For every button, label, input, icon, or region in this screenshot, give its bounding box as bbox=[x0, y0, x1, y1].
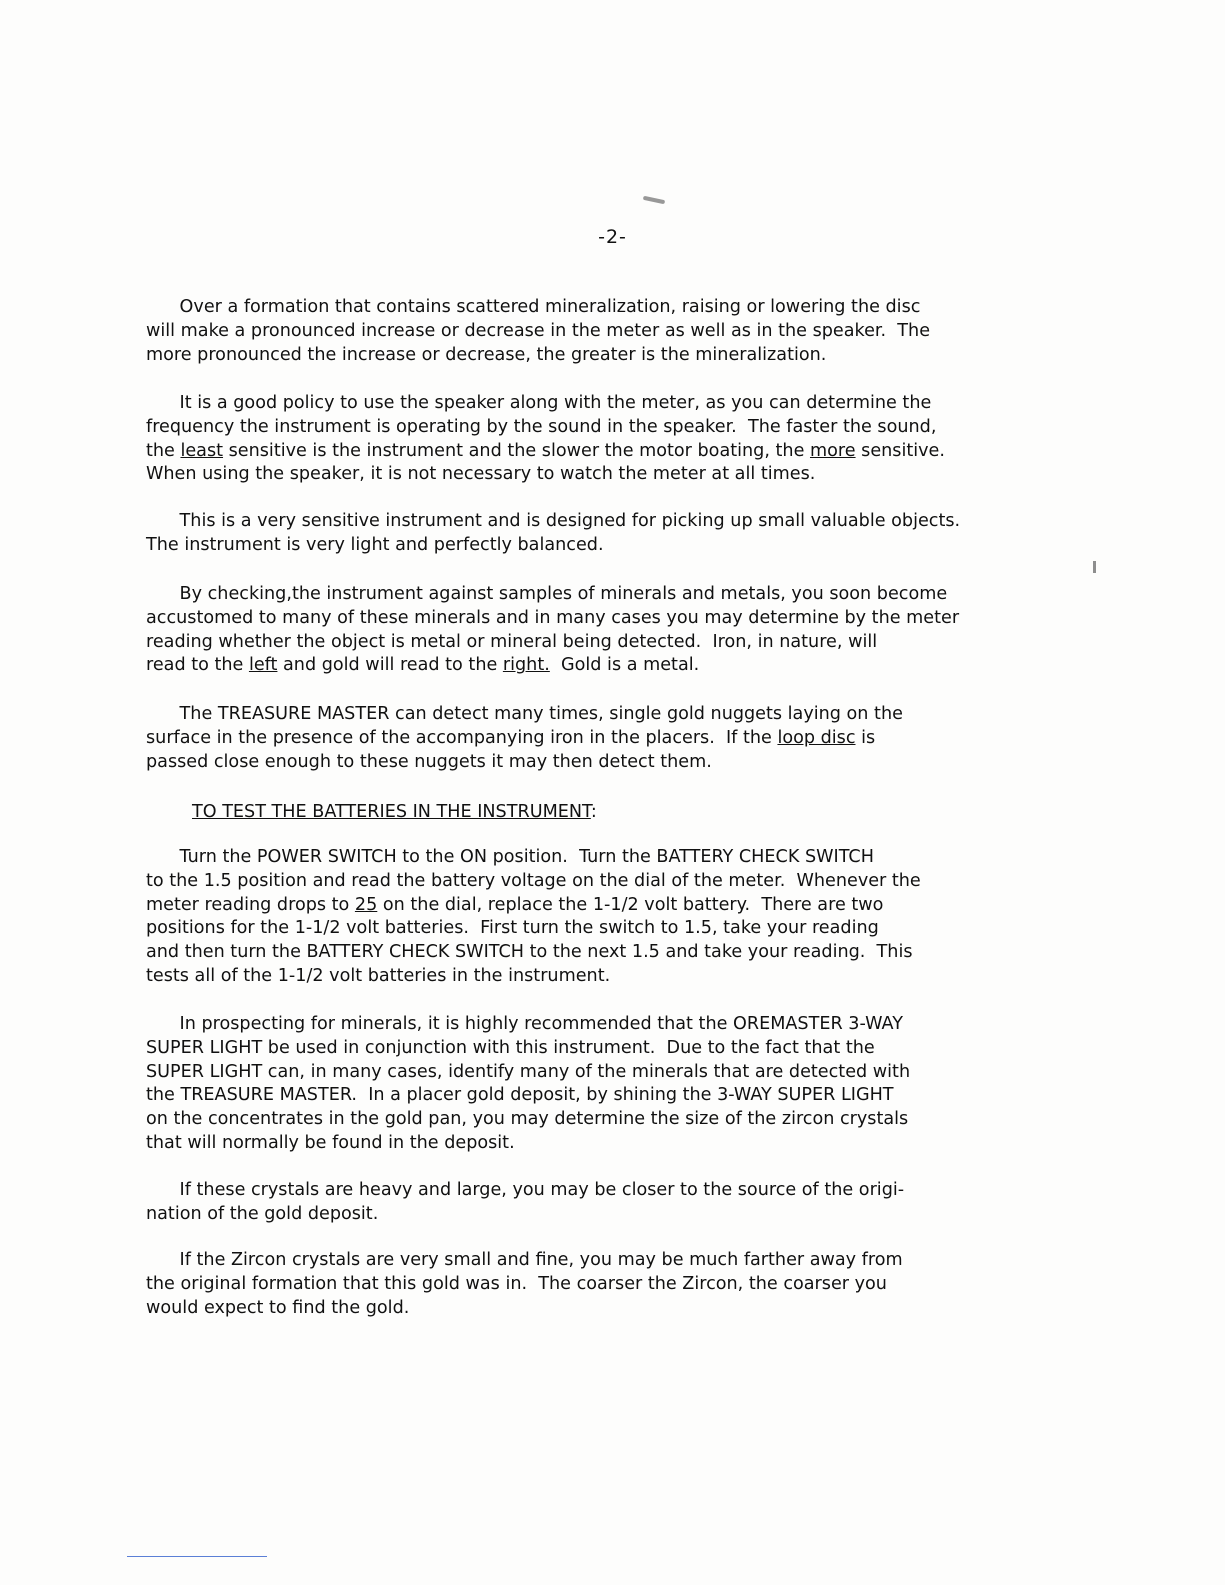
heading-colon: : bbox=[590, 802, 597, 822]
text-line: SUPER LIGHT be used in conjunction with this instrument. Due to the fact that the bbox=[146, 1037, 875, 1058]
text-line: Turn the POWER SWITCH to the ON position. Turn the BATTERY CHECK SWITCH bbox=[146, 847, 874, 867]
text-line: will make a pronounced increase or decrease in the meter as well as in the speaker. The bbox=[146, 320, 931, 341]
text-line: If the Zircon crystals are very small and fine, you may be much farther away from bbox=[146, 1250, 903, 1270]
text-line: surface in the presence of the accompanying iron in the placers. If the bbox=[146, 727, 778, 748]
text-line: is bbox=[855, 727, 876, 748]
text-line: When using the speaker, it is not necessary to watch the meter at all times. bbox=[146, 464, 816, 485]
text-line: By checking,the instrument against samples of minerals and metals, you soon become bbox=[146, 584, 948, 604]
paragraph-speaker-policy bbox=[146, 392, 1081, 487]
text-line: sensitive is the instrument and the slower the motor boating, the bbox=[223, 440, 810, 461]
paragraph-treasure-master bbox=[146, 703, 1081, 774]
text-line: read to the bbox=[146, 655, 249, 676]
text-line: more pronounced the increase or decrease, the greater is the mineralization. bbox=[146, 344, 827, 365]
text-line: The instrument is very light and perfectly balanced. bbox=[146, 534, 604, 555]
underlined-word: loop disc bbox=[777, 727, 856, 748]
text-line: passed close enough to these nuggets it may then detect them. bbox=[146, 751, 712, 772]
text-line: the bbox=[146, 440, 181, 461]
text-line: and gold will read to the bbox=[277, 655, 503, 676]
text-line: reading whether the object is metal or mineral being detected. Iron, in nature, will bbox=[146, 631, 878, 652]
underlined-word: least bbox=[180, 440, 224, 461]
text-line: nation of the gold deposit. bbox=[146, 1203, 379, 1224]
section-heading bbox=[192, 800, 597, 824]
underlined-word: more bbox=[809, 440, 856, 461]
text-line: tests all of the 1-1/2 volt batteries in the instrument. bbox=[146, 965, 611, 986]
text-line: In prospecting for minerals, it is highly recommended that the OREMASTER 3-WAY bbox=[146, 1014, 903, 1034]
paragraph-heavy-crystals bbox=[146, 1179, 1081, 1227]
text-line: This is a very sensitive instrument and is designed for picking up small valuable objects. bbox=[146, 511, 961, 531]
heading-text: TO TEST THE BATTERIES IN THE INSTRUMENT bbox=[192, 802, 591, 822]
underlined-word: right. bbox=[502, 655, 550, 676]
text-line: on the concentrates in the gold pan, you may determine the size of the zircon crystals bbox=[146, 1109, 909, 1130]
paragraph-mineralization bbox=[146, 296, 1081, 367]
text-line: the original formation that this gold was in. The coarser the Zircon, the coarser you bbox=[146, 1273, 887, 1294]
paragraph-battery-test bbox=[146, 846, 1081, 989]
text-line: positions for the 1-1/2 volt batteries. First turn the switch to 1.5, take your reading bbox=[146, 918, 879, 939]
text-line: accustomed to many of these minerals and in many cases you may determine by the meter bbox=[146, 607, 960, 628]
text-line: that will normally be found in the deposit. bbox=[146, 1132, 515, 1153]
ink-smudge bbox=[643, 196, 665, 204]
paragraph-zircon-crystals bbox=[146, 1249, 1081, 1320]
footer-rule bbox=[127, 1556, 267, 1557]
ink-mark bbox=[1093, 561, 1096, 573]
text-line: It is a good policy to use the speaker along with the meter, as you can determine the bbox=[146, 393, 932, 413]
text-line: on the dial, replace the 1-1/2 volt battery. There are two bbox=[377, 894, 884, 915]
paragraph-sensitive-instrument bbox=[146, 510, 1081, 558]
text-line: sensitive. bbox=[855, 440, 945, 461]
text-line: and then turn the BATTERY CHECK SWITCH to the next 1.5 and take your reading. This bbox=[146, 942, 913, 963]
paragraph-checking-samples bbox=[146, 583, 1081, 678]
page-number: -2- bbox=[598, 226, 627, 248]
paragraph-super-light bbox=[146, 1013, 1081, 1156]
text-line: the TREASURE MASTER. In a placer gold deposit, by shining the 3-WAY SUPER LIGHT bbox=[146, 1085, 894, 1106]
text-line: SUPER LIGHT can, in many cases, identify many of the minerals that are detected with bbox=[146, 1061, 911, 1082]
text-line: meter reading drops to bbox=[146, 894, 355, 915]
text-line: Gold is a metal. bbox=[549, 655, 700, 676]
text-line: The TREASURE MASTER can detect many times, single gold nuggets laying on the bbox=[146, 704, 903, 724]
text-line: frequency the instrument is operating by the sound in the speaker. The faster the sound, bbox=[146, 416, 937, 437]
text-line: to the 1.5 position and read the battery voltage on the dial of the meter. Whenever the bbox=[146, 870, 921, 891]
text-line: If these crystals are heavy and large, you may be closer to the source of the origi- bbox=[146, 1180, 905, 1200]
text-line: would expect to find the gold. bbox=[146, 1297, 410, 1318]
text-line: Over a formation that contains scattered mineralization, raising or lowering the disc bbox=[146, 297, 921, 317]
underlined-word: left bbox=[248, 655, 278, 676]
underlined-word: 25 bbox=[354, 894, 378, 915]
